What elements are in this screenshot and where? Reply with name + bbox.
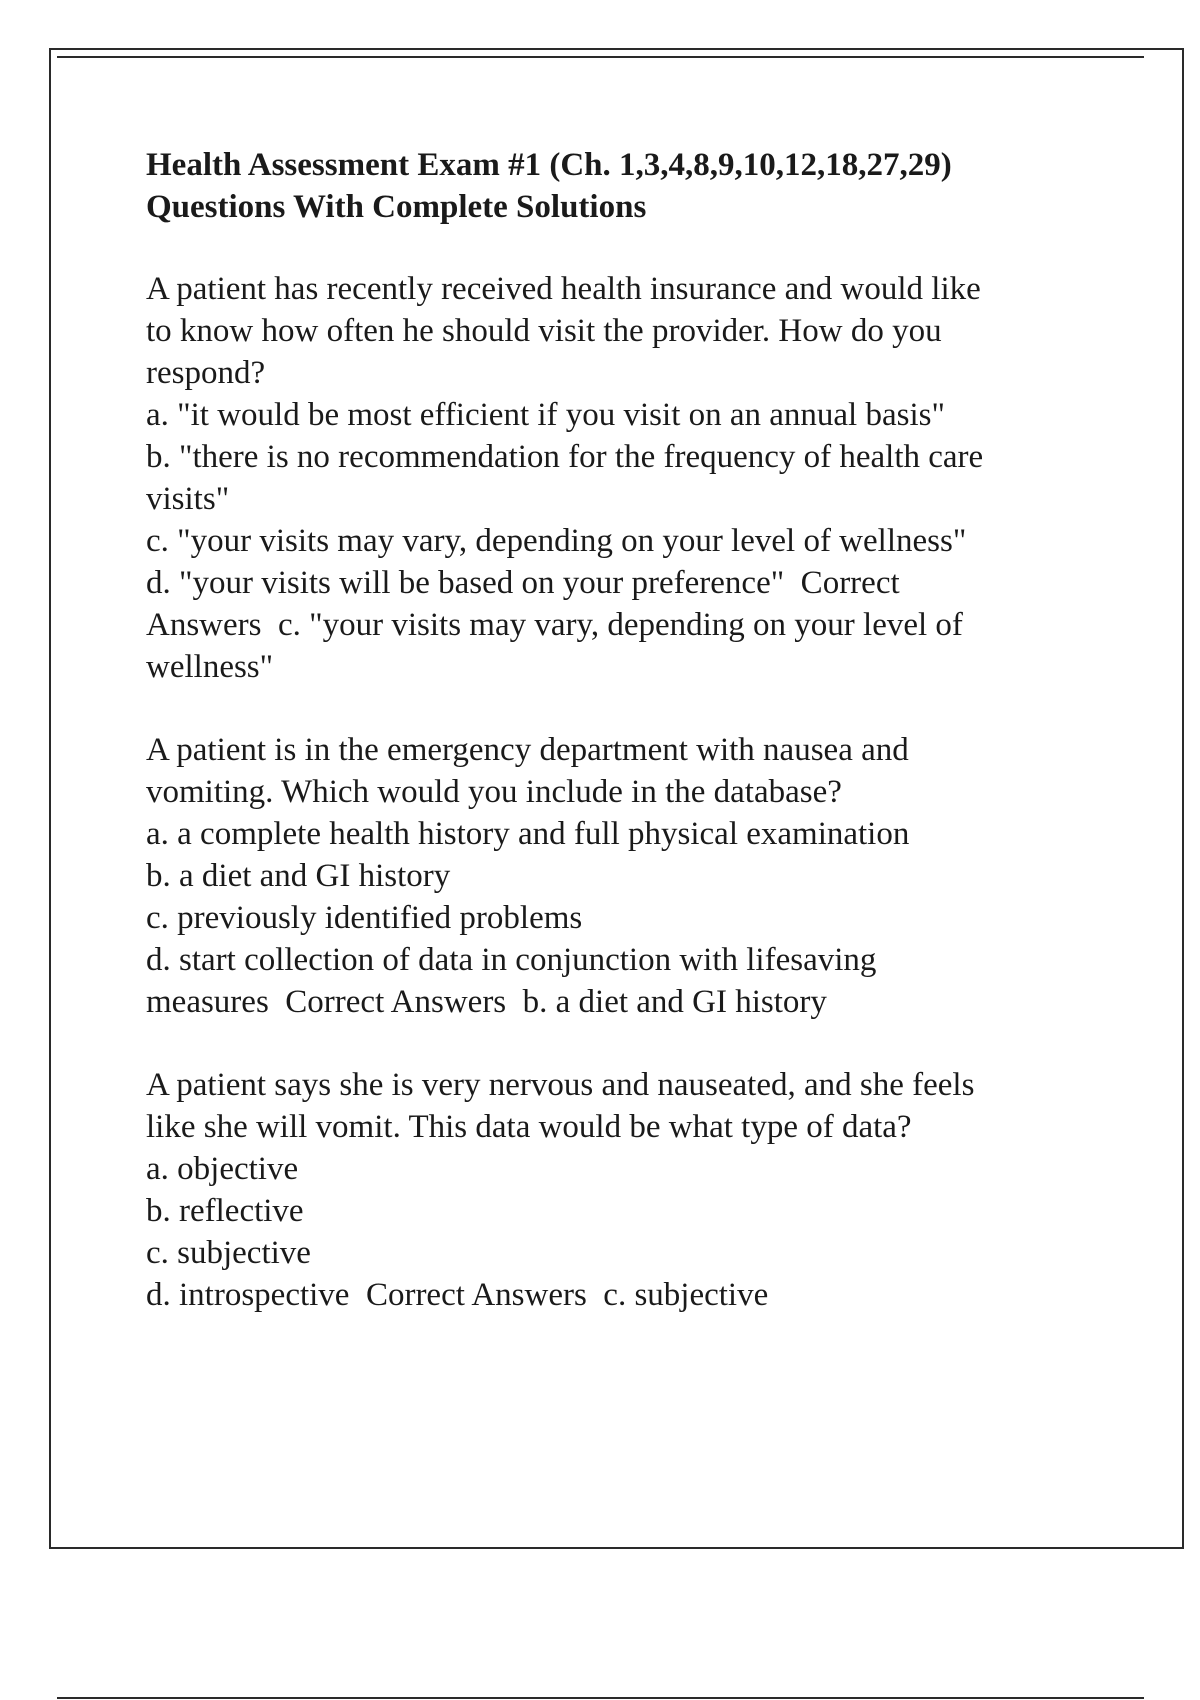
option-line: a. a complete health history and full physical examination [146,816,910,852]
option-line: d. start collection of data in conjunction with lifesaving [146,942,877,978]
footer-rule [57,1697,1144,1699]
document-body [146,144,1106,1357]
answer-line: Answers c. "your visits may vary, depending on your level of [146,607,963,643]
question-line: A patient says she is very nervous and nauseated, and she feels [146,1067,975,1103]
option-line: a. "it would be most efficient if you visit on an annual basis" [146,397,945,433]
answer-line: measures Correct Answers b. a diet and GI history [146,984,827,1020]
question-line: to know how often he should visit the provider. How do you [146,313,942,349]
question-line: A patient has recently received health insurance and would like [146,271,981,307]
option-line: b. reflective [146,1193,304,1229]
title-line: Health Assessment Exam #1 (Ch. 1,3,4,8,9,10,12,18,27,29) [146,147,952,183]
option-line: visits" [146,481,230,517]
question-block-2 [146,729,1106,1023]
option-line: a. objective [146,1151,299,1187]
option-line: c. "your visits may vary, depending on your level of wellness" [146,523,967,559]
option-line: d. "your visits will be based on your preference" Correct [146,565,900,601]
question-line: respond? [146,355,266,391]
question-line: vomiting. Which would you include in the database? [146,774,842,810]
header-rule [57,56,1144,58]
document-title [146,144,1106,228]
answer-line: wellness" [146,649,274,685]
question-block-3 [146,1064,1106,1316]
question-block-1 [146,268,1106,688]
title-line: Questions With Complete Solutions [146,189,647,225]
answer-line: d. introspective Correct Answers c. subjective [146,1277,769,1313]
option-line: c. subjective [146,1235,311,1271]
question-line: like she will vomit. This data would be what type of data? [146,1109,912,1145]
option-line: c. previously identified problems [146,900,583,936]
option-line: b. a diet and GI history [146,858,451,894]
question-line: A patient is in the emergency department with nausea and [146,732,909,768]
option-line: b. "there is no recommendation for the frequency of health care [146,439,984,475]
